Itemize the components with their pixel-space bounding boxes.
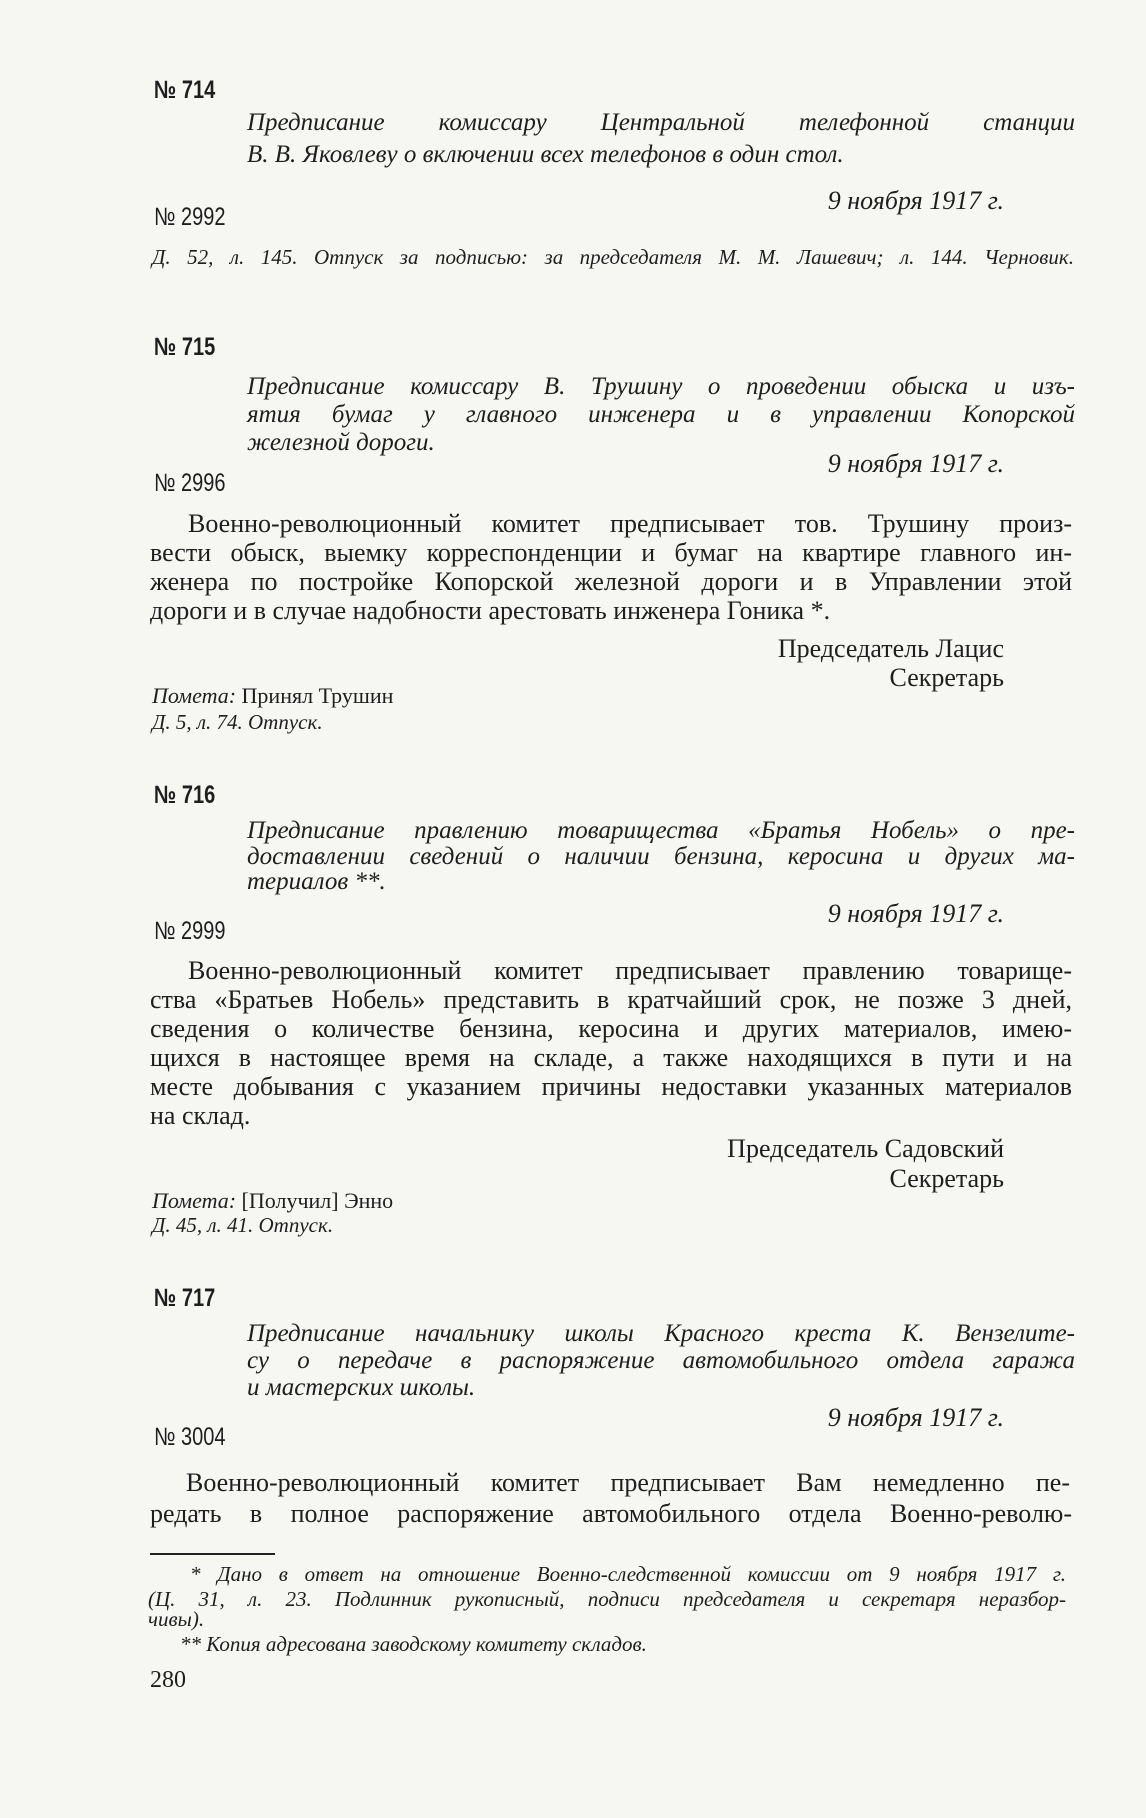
document-heading-line: железной дороги. — [247, 429, 435, 456]
body-line: сведения о количестве бензина, керосина и других материалов, имею- — [150, 1014, 1072, 1043]
footnote-line: чивы). — [148, 1607, 205, 1631]
footnote-separator — [150, 1553, 275, 1555]
body-line: Военно-революционный комитет предписывает правлению товарище- — [188, 956, 1072, 985]
reference-number: № 2999 — [154, 917, 226, 945]
body-line: Военно-революционный комитет предписывает Вам немедленно пе- — [186, 1468, 1070, 1497]
document-heading-line: Предписание комиссару Центральной телефонной станции — [247, 109, 1075, 136]
body-line: щихся в настоящее время на складе, а также находящихся в пути и на — [150, 1043, 1072, 1072]
document-date: 9 ноября 1917 г. — [827, 449, 1004, 478]
chairman-signature: Председатель Лацис — [777, 634, 1004, 663]
note-text: Принял Трушин — [241, 683, 394, 708]
secretary-signature: Секретарь — [889, 663, 1004, 692]
document-number: № 715 — [154, 333, 216, 361]
document-heading-line: и мастерских школы. — [247, 1374, 476, 1401]
body-line: Военно-революционный комитет предписывает тов. Трушину произ- — [188, 509, 1072, 538]
document-heading-line: ятия бумаг у главного инженера и в управлении Копорской — [247, 401, 1075, 428]
document-number: № 716 — [154, 781, 216, 809]
note — [152, 681, 393, 710]
archive-reference: Д. 45, л. 41. Отпуск. — [152, 1213, 334, 1237]
chairman-signature: Председатель Садовский — [727, 1134, 1004, 1163]
body-line: женера по постройке Копорской железной дороги и в Управлении этой — [150, 567, 1072, 596]
body-line: редать в полное распоряжение автомобильного отдела Военно-револю- — [150, 1499, 1072, 1528]
body-line: ства «Братьев Нобель» представить в кратчайший срок, не позже 3 дней, — [150, 985, 1072, 1014]
body-line: вести обыск, выемку корреспонденции и бумаг на квартире главного ин- — [150, 538, 1072, 567]
document-heading-line: Предписание начальнику школы Красного креста К. Вензелите- — [247, 1320, 1075, 1347]
footnote-line: * Дано в ответ на отношение Военно-следственной комиссии от 9 ноября 1917 г. — [190, 1562, 1066, 1586]
body-line: дороги и в случае надобности арестовать инженера Гоника *. — [150, 596, 831, 625]
document-number: № 717 — [154, 1284, 216, 1312]
reference-number: № 3004 — [154, 1423, 226, 1451]
reference-number: № 2996 — [154, 469, 226, 497]
note-label: Помета: — [152, 1188, 237, 1213]
document-date: 9 ноября 1917 г. — [827, 1403, 1004, 1432]
note-label: Помета: — [152, 683, 237, 708]
note-text: [Получил] Энно — [241, 1188, 394, 1213]
archive-reference: Д. 52, л. 145. Отпуск за подписью: за председателя М. М. Лашевич; л. 144. Черновик. — [152, 245, 1074, 269]
body-line: на склад. — [150, 1101, 251, 1130]
document-date: 9 ноября 1917 г. — [827, 899, 1004, 928]
document-number: № 714 — [154, 76, 216, 104]
footnote-line: ** Копия адресована заводскому комитету складов. — [180, 1632, 647, 1656]
reference-number: № 2992 — [154, 203, 226, 231]
document-heading-line: су о передаче в распоряжение автомобильного отдела гаража — [247, 1347, 1075, 1374]
body-line: месте добывания с указанием причины недоставки указанных материалов — [150, 1072, 1072, 1101]
document-heading-line: Предписание правлению товарищества «Братья Нобель» о пре- — [247, 817, 1075, 844]
footnote-line: (Ц. 31, л. 23. Подлинник рукописный, подписи председателя и секретаря неразбор- — [148, 1587, 1066, 1611]
document-heading-line: териалов **. — [247, 868, 386, 895]
document-heading-line: доставлении сведений о наличии бензина, керосина и других ма- — [247, 843, 1075, 870]
page-number: 280 — [150, 1667, 186, 1693]
document-date: 9 ноября 1917 г. — [827, 186, 1004, 215]
document-heading-line: Предписание комиссару В. Трушину о проведении обыска и изъ- — [247, 373, 1075, 400]
secretary-signature: Секретарь — [889, 1164, 1004, 1193]
document-heading-line: В. В. Яковлеву о включении всех телефонов в один стол. — [247, 141, 844, 168]
archive-reference: Д. 5, л. 74. Отпуск. — [152, 710, 323, 734]
